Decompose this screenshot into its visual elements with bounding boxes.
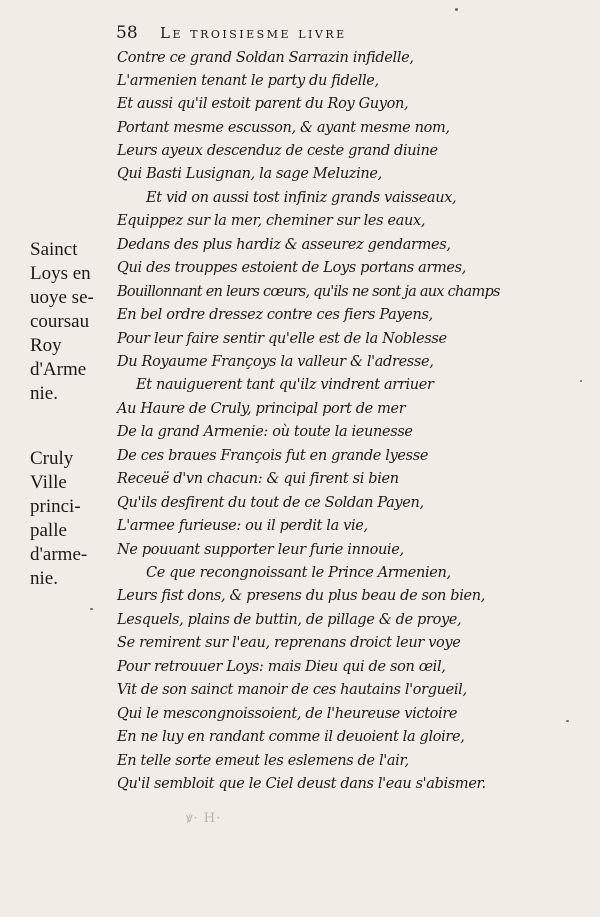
margin-note-line: d'arme- bbox=[30, 544, 88, 565]
margin-note-line: Ville bbox=[30, 472, 67, 493]
verse-line: De la grand Armenie: où toute la ieunesse bbox=[117, 424, 413, 440]
verse-line: Et aussi qu'il estoit parent du Roy Guyon, bbox=[117, 96, 409, 112]
verse-line: Lesquels, plains de buttin, de pillage & de proye, bbox=[117, 612, 462, 628]
margin-note-line: princi- bbox=[30, 496, 81, 517]
verse-line: En bel ordre dressez contre ces fiers Payens, bbox=[117, 307, 433, 323]
margin-note-sainct-loys bbox=[30, 238, 112, 406]
ink-speck bbox=[566, 720, 569, 722]
verse-line: Du Royaume Françoys la valleur & l'adresse, bbox=[117, 354, 434, 370]
verse-line: Leurs fist dons, & presens du plus beau de son bien, bbox=[117, 588, 485, 604]
page-number: 58 bbox=[116, 23, 138, 43]
verse-line: L'armee furieuse: ou il perdit la vie, bbox=[117, 518, 368, 534]
verse-line: Portant mesme escusson, & ayant mesme nom, bbox=[117, 120, 450, 136]
verse-line: Au Haure de Cruly, principal port de mer bbox=[117, 401, 406, 417]
margin-note-line: uoye se- bbox=[30, 287, 94, 308]
margin-note-line: nie. bbox=[30, 383, 58, 404]
verse-line: Leurs ayeux descenduz de ceste grand diuine bbox=[117, 143, 438, 159]
faded-library-stamp: ꝟ· H· bbox=[186, 811, 222, 826]
verse-line: Pour retrouuer Loys: mais Dieu qui de son œil, bbox=[117, 659, 446, 675]
verse-line: Bouillonnant en leurs cœurs, qu'ils ne sont ja aux champs bbox=[117, 284, 500, 300]
verse-line: De ces braues François fut en grande lyesse bbox=[117, 448, 429, 464]
margin-note-line: Sainct bbox=[30, 239, 78, 260]
verse-line: Contre ce grand Soldan Sarrazin infidelle, bbox=[117, 50, 414, 66]
margin-note-line: coursau bbox=[30, 311, 90, 332]
verse-line: Equippez sur la mer, cheminer sur les eaux, bbox=[117, 213, 426, 229]
margin-note-line: d'Arme bbox=[30, 359, 87, 380]
verse-line: Et nauiguerent tant qu'ilz vindrent arriuer bbox=[136, 377, 434, 393]
verse-line: En telle sorte emeut les eslemens de l'air, bbox=[117, 753, 409, 769]
verse-line: Qui des trouppes estoient de Loys portans armes, bbox=[117, 260, 467, 276]
margin-note-line: Cruly bbox=[30, 448, 74, 469]
verse-line: Se remirent sur l'eau, reprenans droict leur voye bbox=[117, 635, 461, 651]
ink-speck bbox=[455, 8, 458, 11]
verse-line: Pour leur faire sentir qu'elle est de la Noblesse bbox=[117, 331, 447, 347]
ink-speck bbox=[90, 608, 93, 610]
margin-note-line: Loys en bbox=[30, 263, 91, 284]
verse-line: Qu'ils desfirent du tout de ce Soldan Payen, bbox=[117, 495, 424, 511]
verse-line: Vit de son sainct manoir de ces hautains l'orgueil, bbox=[117, 682, 467, 698]
margin-note-line: Roy bbox=[30, 335, 62, 356]
verse-line: Qui le mescongnoissoient, de l'heureuse victoire bbox=[117, 706, 458, 722]
ink-speck bbox=[580, 380, 582, 382]
verse-line: Dedans des plus hardiz & asseurez gendarmes, bbox=[117, 237, 451, 253]
verse-line: Ce que recongnoissant le Prince Armenien, bbox=[146, 565, 451, 581]
margin-note-cruly bbox=[30, 447, 112, 591]
margin-note-line: palle bbox=[30, 520, 67, 541]
verse-line: Ne pouuant supporter leur furie innouie, bbox=[117, 542, 404, 558]
margin-note-line: nie. bbox=[30, 568, 58, 589]
running-head: Le troisiesme livre bbox=[160, 24, 347, 42]
page-header bbox=[116, 23, 456, 45]
verse-line: Et vid on aussi tost infiniz grands vaisseaux, bbox=[146, 190, 457, 206]
verse-line: En ne luy en randant comme il deuoient la gloire, bbox=[117, 729, 465, 745]
verse-line: Qu'il sembloit que le Ciel deust dans l'eau s'abismer. bbox=[117, 776, 486, 792]
verse-line: Receuë d'vn chacun: & qui firent si bien bbox=[117, 471, 399, 487]
verse-line: Qui Basti Lusignan, la sage Meluzine, bbox=[117, 166, 382, 182]
verse-line: L'armenien tenant le party du fidelle, bbox=[117, 73, 379, 89]
